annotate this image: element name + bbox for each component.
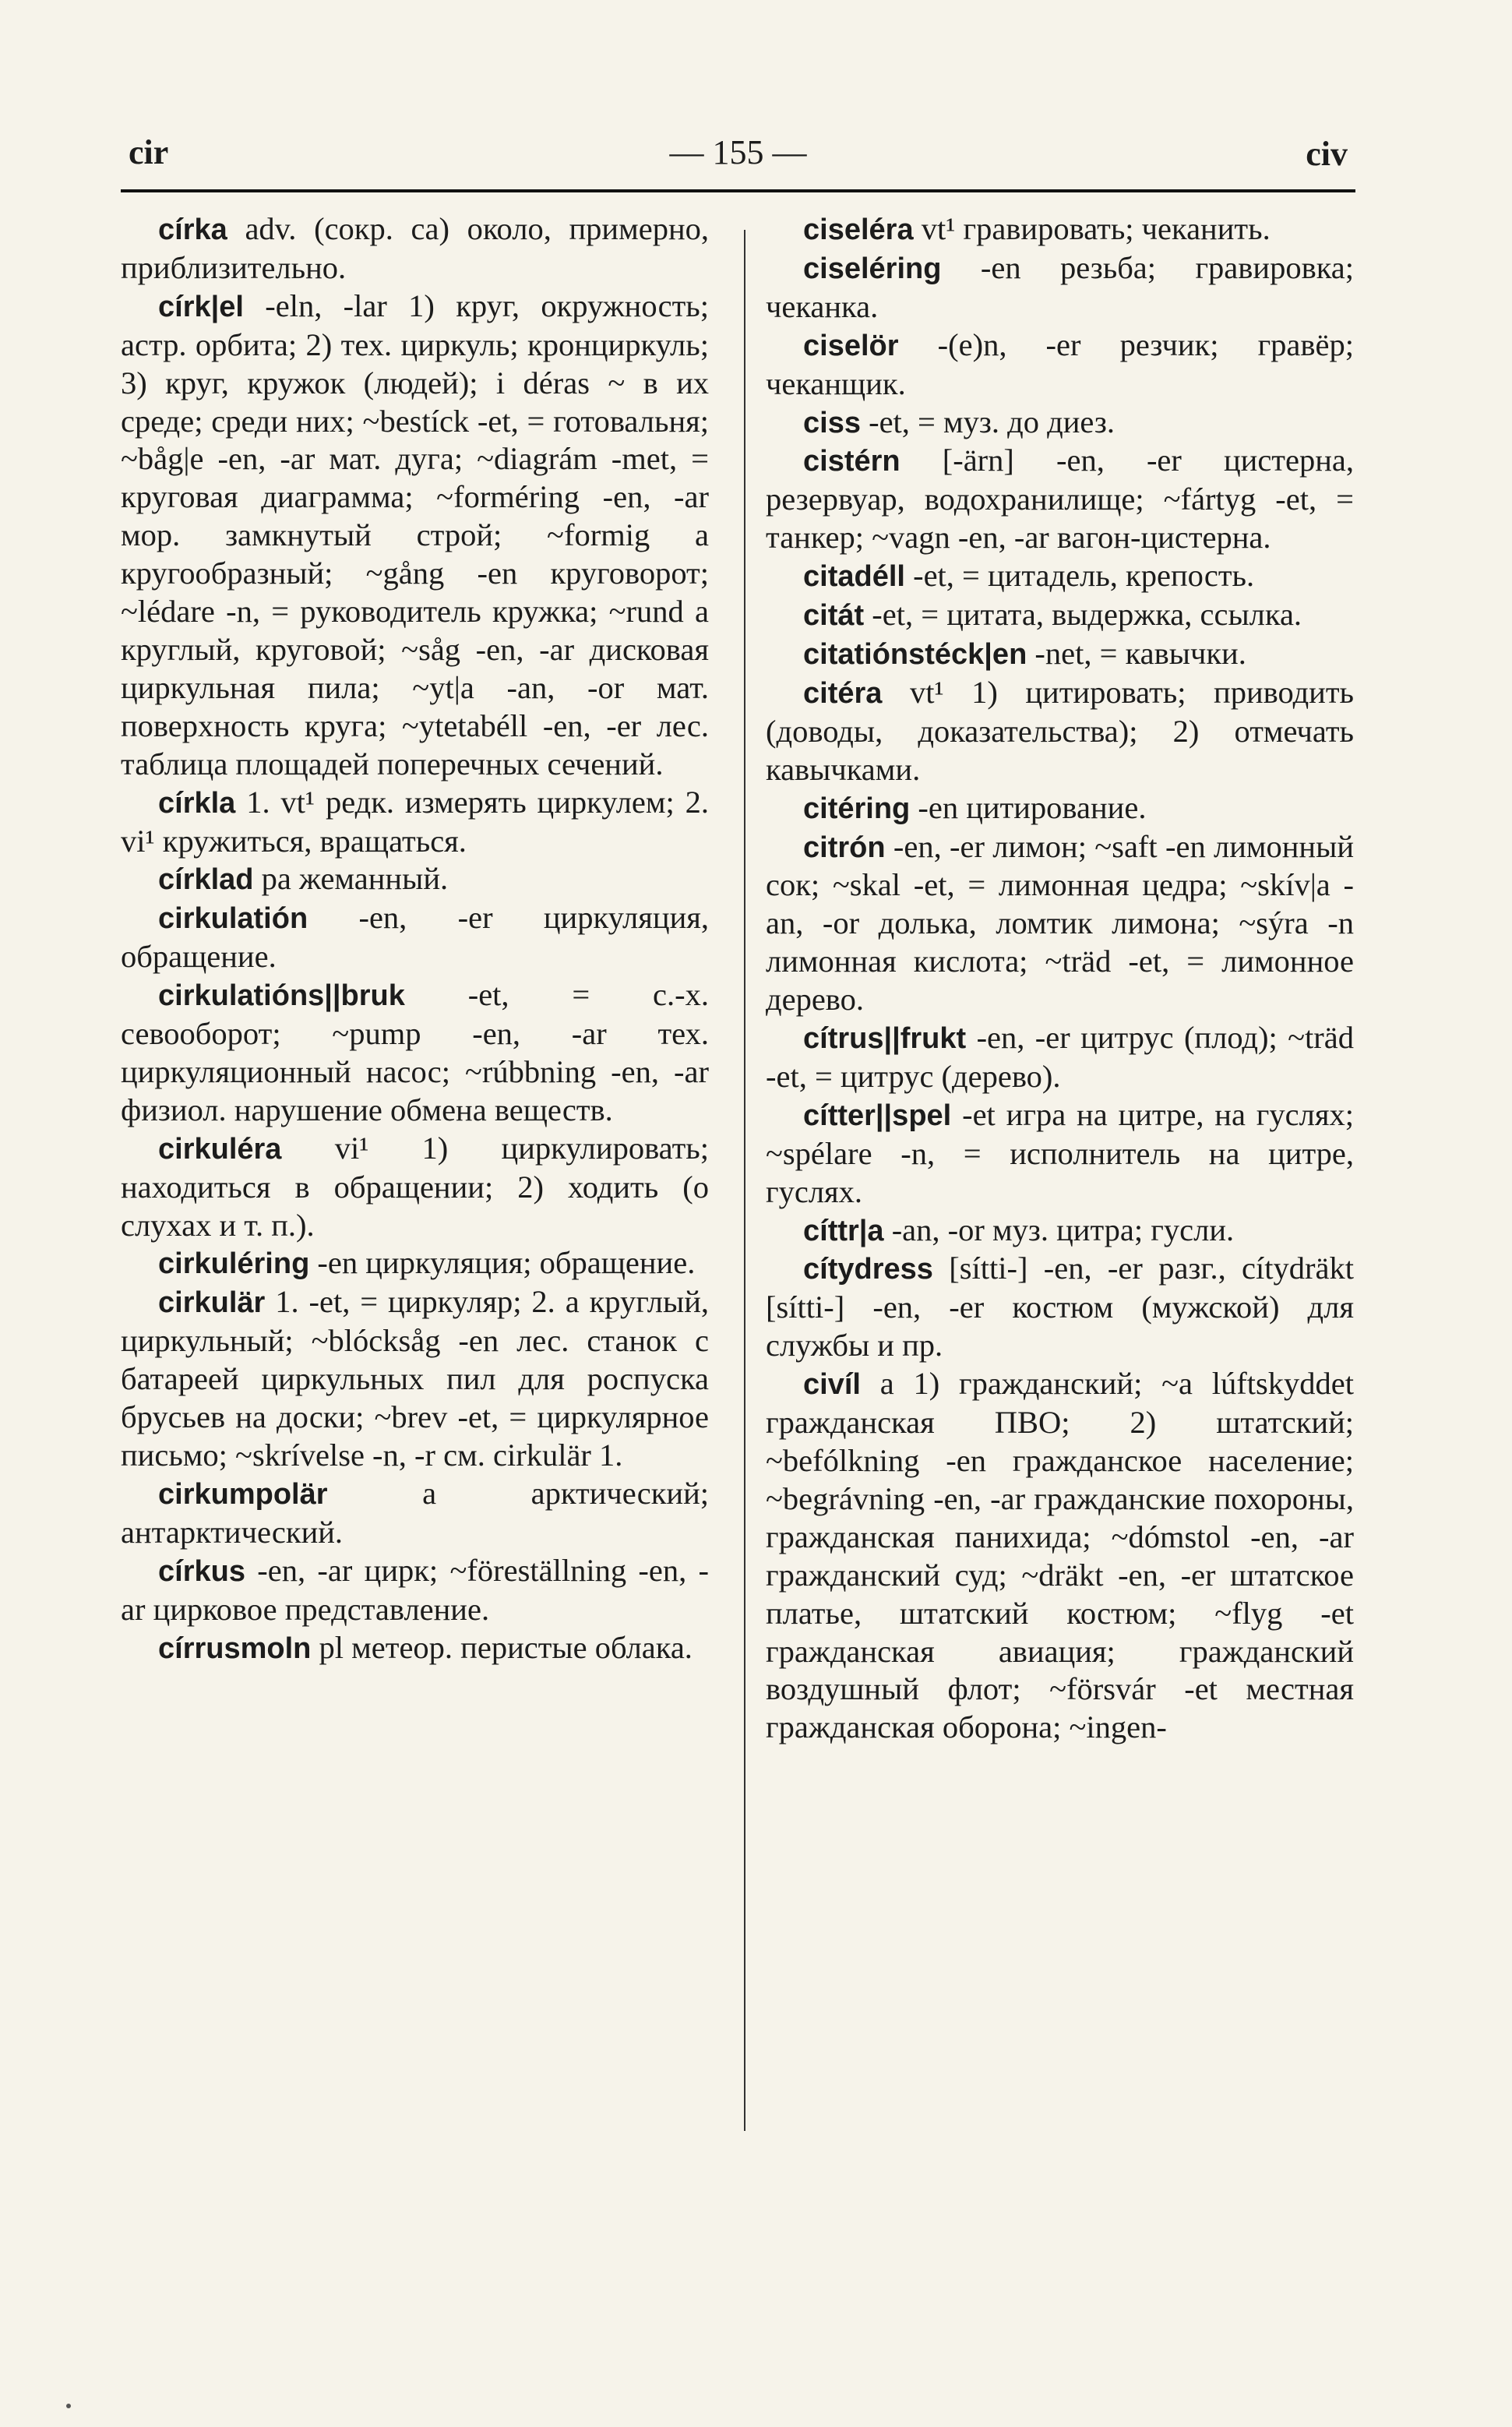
entry-definition: -et, = цитадель, крепость.	[913, 558, 1255, 594]
entry-definition: a 1) гражданский; ~a lúftskyddet гражданская ПВО; 2) штатский; ~befólkning -en гражданское население; ~begrávning -en, -ar гражданские похороны, гражданская панихида; ~dómstol -en, -ar гражданский суд; ~dräkt -en, -er штатское платье, штатский костюм; ~flyg -et гражданская авиация; гражданский воздушный флот; ~försvár -et местная гражданская оборона; ~ingen-	[766, 1366, 1354, 1745]
entry-definition: -(e)n, -er резчик; гравёр; чеканщик.	[766, 326, 1355, 401]
entry-definition: a арктический; антарктический.	[121, 1475, 710, 1550]
entry-headword: cistérn	[803, 445, 901, 478]
entry-definition: pl метеор. перистые облака.	[319, 1629, 693, 1665]
dictionary-entry	[766, 1250, 1354, 1365]
entry-definition: -an, -or муз. цитра; гусли.	[891, 1212, 1235, 1247]
entry-headword: círk|el	[158, 290, 244, 323]
entry-headword: civíl	[803, 1368, 861, 1402]
entry-headword: citát	[803, 599, 865, 633]
entry-headword: cirkulatións||bruk	[158, 979, 405, 1013]
dictionary-entry	[766, 1096, 1354, 1212]
speck-mark	[66, 2404, 71, 2408]
right-column	[766, 210, 1354, 1747]
dictionary-entry	[766, 635, 1354, 674]
entry-headword: církus	[158, 1554, 245, 1588]
dictionary-entry	[766, 596, 1354, 635]
entry-definition: [sítti-] -en, -er разг., cítydräkt [sítti-] -en, -er костюм (мужской) для службы и пр.	[766, 1251, 1354, 1363]
entry-headword: ciss	[803, 406, 861, 439]
dictionary-entry	[121, 1629, 709, 1668]
entry-headword: citatiónstéck|en	[803, 637, 1027, 671]
header-rule	[121, 189, 1355, 192]
entry-definition: -et, = муз. до диез.	[869, 404, 1115, 439]
entry-definition: -en, -er циркуляция, обращение.	[121, 900, 709, 975]
dictionary-entry	[766, 557, 1354, 596]
dictionary-entry	[121, 1552, 709, 1629]
dictionary-entry	[766, 249, 1354, 326]
dictionary-entry	[121, 1130, 709, 1245]
dictionary-entry	[121, 976, 709, 1130]
entry-definition: -en, -ar цирк; ~föreställning -en, -ar цирковое представление.	[121, 1552, 709, 1627]
entry-definition: -et, = с.-х. севооборот; ~pump -en, -ar тех. циркуляционный насос; ~rúbbning -en, -ar физиол. нарушение обмена веществ.	[121, 977, 709, 1127]
entry-headword: ciseléring	[803, 252, 942, 285]
entry-headword: cítydress	[803, 1253, 933, 1286]
dictionary-entry	[766, 828, 1354, 1020]
dictionary-entry	[121, 210, 709, 288]
dictionary-entry	[766, 326, 1354, 404]
entry-headword: círka	[158, 213, 227, 246]
entry-headword: círrusmoln	[158, 1632, 312, 1665]
entry-definition: [-ärn] -en, -er цистерна, резервуар, водохранилище; ~fártyg -et, = танкер; ~vagn -en, -ar вагон-цистерна.	[766, 443, 1355, 556]
entry-definition: 1. vt¹ редк. измерять циркулем; 2. vi¹ кружиться, вращаться.	[121, 784, 710, 859]
dictionary-entry	[121, 1244, 709, 1283]
entry-definition: 1. -et, = циркуляр; 2. a круглый, циркульный; ~blócksåg -en лес. станок с батареей циркульных пил для роспуска брусьев на доски; ~brev -et, = циркулярное письмо; ~skrívelse -n, -r см. cirkulär 1.	[121, 1284, 709, 1473]
entry-definition: -et игра на цитре, на гуслях; ~spélare -n, = исполнитель на цитре, гуслях.	[766, 1096, 1354, 1209]
dictionary-entry	[121, 1475, 709, 1552]
dictionary-entry	[766, 1212, 1354, 1251]
entry-definition: -et, = цитата, выдержка, ссылка.	[872, 597, 1302, 633]
entry-headword: ciselör	[803, 329, 899, 362]
dictionary-entry	[121, 899, 709, 976]
entry-definition: vi¹ 1) циркулировать; находиться в обращении; 2) ходить (о слухах и т. п.).	[121, 1130, 710, 1243]
entry-headword: cirkuléring	[158, 1247, 310, 1281]
dictionary-entry	[121, 860, 709, 899]
dictionary-entry	[766, 674, 1354, 789]
entry-headword: círklad	[158, 863, 254, 897]
dictionary-entry	[121, 1283, 709, 1475]
entry-definition: -en, -er лимон; ~saft -en лимонный сок; ~skal -et, = лимонная цедра; ~skív|a -an, -or долька, ломтик лимона; ~sýra -n лимонная кислота; ~träd -et, = лимонное дерево.	[766, 828, 1354, 1018]
entry-headword: cítter||spel	[803, 1099, 952, 1132]
entry-headword: citéring	[803, 792, 911, 825]
entry-headword: cítrus||frukt	[803, 1022, 967, 1056]
entry-definition: -en цитирование.	[918, 789, 1147, 825]
dictionary-entry	[766, 1365, 1354, 1747]
left-column	[121, 210, 709, 1667]
page-header	[121, 132, 1355, 187]
entry-definition: -en, -er цитрус (плод); ~träd -et, = цитрус (дерево).	[766, 1020, 1354, 1094]
dictionary-entry	[766, 789, 1354, 828]
entry-definition: -en циркуляция; обращение.	[317, 1245, 696, 1281]
entry-definition: vt¹ 1) цитировать; приводить (доводы, доказательства); 2) отмечать кавычками.	[766, 674, 1355, 787]
entry-headword: cirkulär	[158, 1286, 266, 1320]
entry-headword: cirkuléra	[158, 1132, 282, 1166]
dictionary-entry	[121, 288, 709, 784]
dictionary-entry	[766, 442, 1354, 557]
entry-headword: citrón	[803, 831, 886, 864]
dictionary-entry	[766, 210, 1354, 249]
dictionary-entry	[766, 1019, 1354, 1096]
entry-headword: ciseléra	[803, 213, 914, 246]
entry-headword: cirkumpolär	[158, 1477, 328, 1511]
header-right-guide-word: civ	[1306, 135, 1348, 173]
column-divider	[744, 230, 745, 2131]
entry-headword: cirkulatión	[158, 902, 308, 936]
entry-headword: cíttr|a	[803, 1214, 884, 1247]
entry-definition: pa жеманный.	[261, 861, 449, 897]
entry-definition: -net, = кавычки.	[1034, 635, 1246, 671]
entry-definition: adv. (сокр. ca) около, примерно, приблизительно.	[121, 211, 709, 285]
entry-definition: vt¹ гравировать; чеканить.	[921, 211, 1271, 246]
entry-headword: citéra	[803, 676, 883, 710]
dictionary-entry	[766, 404, 1354, 443]
entry-definition: -eln, -lar 1) круг, окружность; астр. орбита; 2) тех. циркуль; кронциркуль; 3) круг, кружок (людей); i déras ~ в их среде; среди них; ~bestíck -et, = готовальня; ~båg|e -en, -ar мат. дуга; ~diagrám -met, = круговая диаграмма; ~forméring -en, -ar мор. замкнутый строй; ~formig a кругообразный; ~gång -en круговорот; ~lédare -n, = руководитель кружка; ~rund a круглый, круговой; ~såg -en, -ar дисковая циркульная пила; ~yt|a -an, -or мат. поверхность круга; ~ytetabéll -en, -er лес. таблица площадей поперечных сечений.	[121, 288, 709, 781]
page-number: — 155 —	[669, 133, 807, 171]
entry-headword: církla	[158, 786, 236, 820]
header-left-guide-word: cir	[129, 133, 169, 171]
dictionary-entry	[121, 784, 709, 861]
entry-definition: -en резьба; гравировка; чеканка.	[766, 249, 1354, 324]
entry-headword: citadéll	[803, 560, 905, 594]
